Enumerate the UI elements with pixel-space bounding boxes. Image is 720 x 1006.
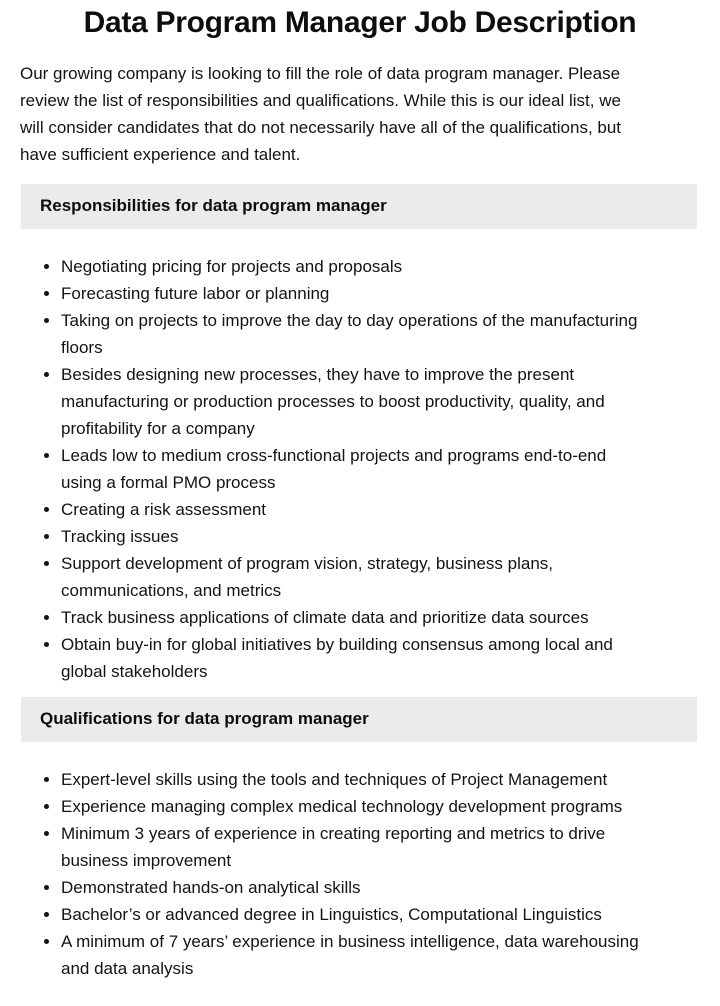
- list-item: • Expert-level skills using the tools and techniques of Project Management: [61, 766, 646, 793]
- qualifications-list: [20, 766, 646, 982]
- list-item: • Minimum 3 years of experience in creating reporting and metrics to drive business improvement: [61, 820, 646, 874]
- responsibilities-section-heading: Responsibilities for data program manager: [21, 184, 697, 229]
- list-item: • Besides designing new processes, they have to improve the present manufacturing or production processes to boost productivity, quality, and profitability for a company: [61, 361, 646, 442]
- list-item: • Track business applications of climate data and prioritize data sources: [61, 604, 646, 631]
- qualifications-section-heading: Qualifications for data program manager: [21, 697, 697, 742]
- responsibilities-list: [20, 253, 646, 685]
- list-item: • Creating a risk assessment: [61, 496, 646, 523]
- list-item: • Experience managing complex medical technology development programs: [61, 793, 646, 820]
- job-description-page: [0, 4, 720, 1006]
- list-item: • Support development of program vision, strategy, business plans, communications, and metrics: [61, 550, 646, 604]
- list-item: • Negotiating pricing for projects and proposals: [61, 253, 646, 280]
- page-title: Data Program Manager Job Description: [83, 6, 637, 39]
- intro-paragraph: Our growing company is looking to fill the role of data program manager. Please review the list of responsibilities and qualifications. While this is our ideal list, we will consider candidates that do not necessarily have all of the qualifications, but have sufficient experience and talent.: [20, 64, 622, 164]
- list-item: • Tracking issues: [61, 523, 646, 550]
- list-item: • A minimum of 7 years’ experience in business intelligence, data warehousing and data analysis: [61, 928, 646, 982]
- list-item: • Taking on projects to improve the day to day operations of the manufacturing floors: [61, 307, 646, 361]
- list-item: • Bachelor’s or advanced degree in Linguistics, Computational Linguistics: [61, 901, 646, 928]
- list-item: • Obtain buy-in for global initiatives by building consensus among local and global stakeholders: [61, 631, 646, 685]
- list-item: • Demonstrated hands-on analytical skills: [61, 874, 646, 901]
- list-item: • Leads low to medium cross-functional projects and programs end-to-end using a formal PMO process: [61, 442, 646, 496]
- list-item: • Forecasting future labor or planning: [61, 280, 646, 307]
